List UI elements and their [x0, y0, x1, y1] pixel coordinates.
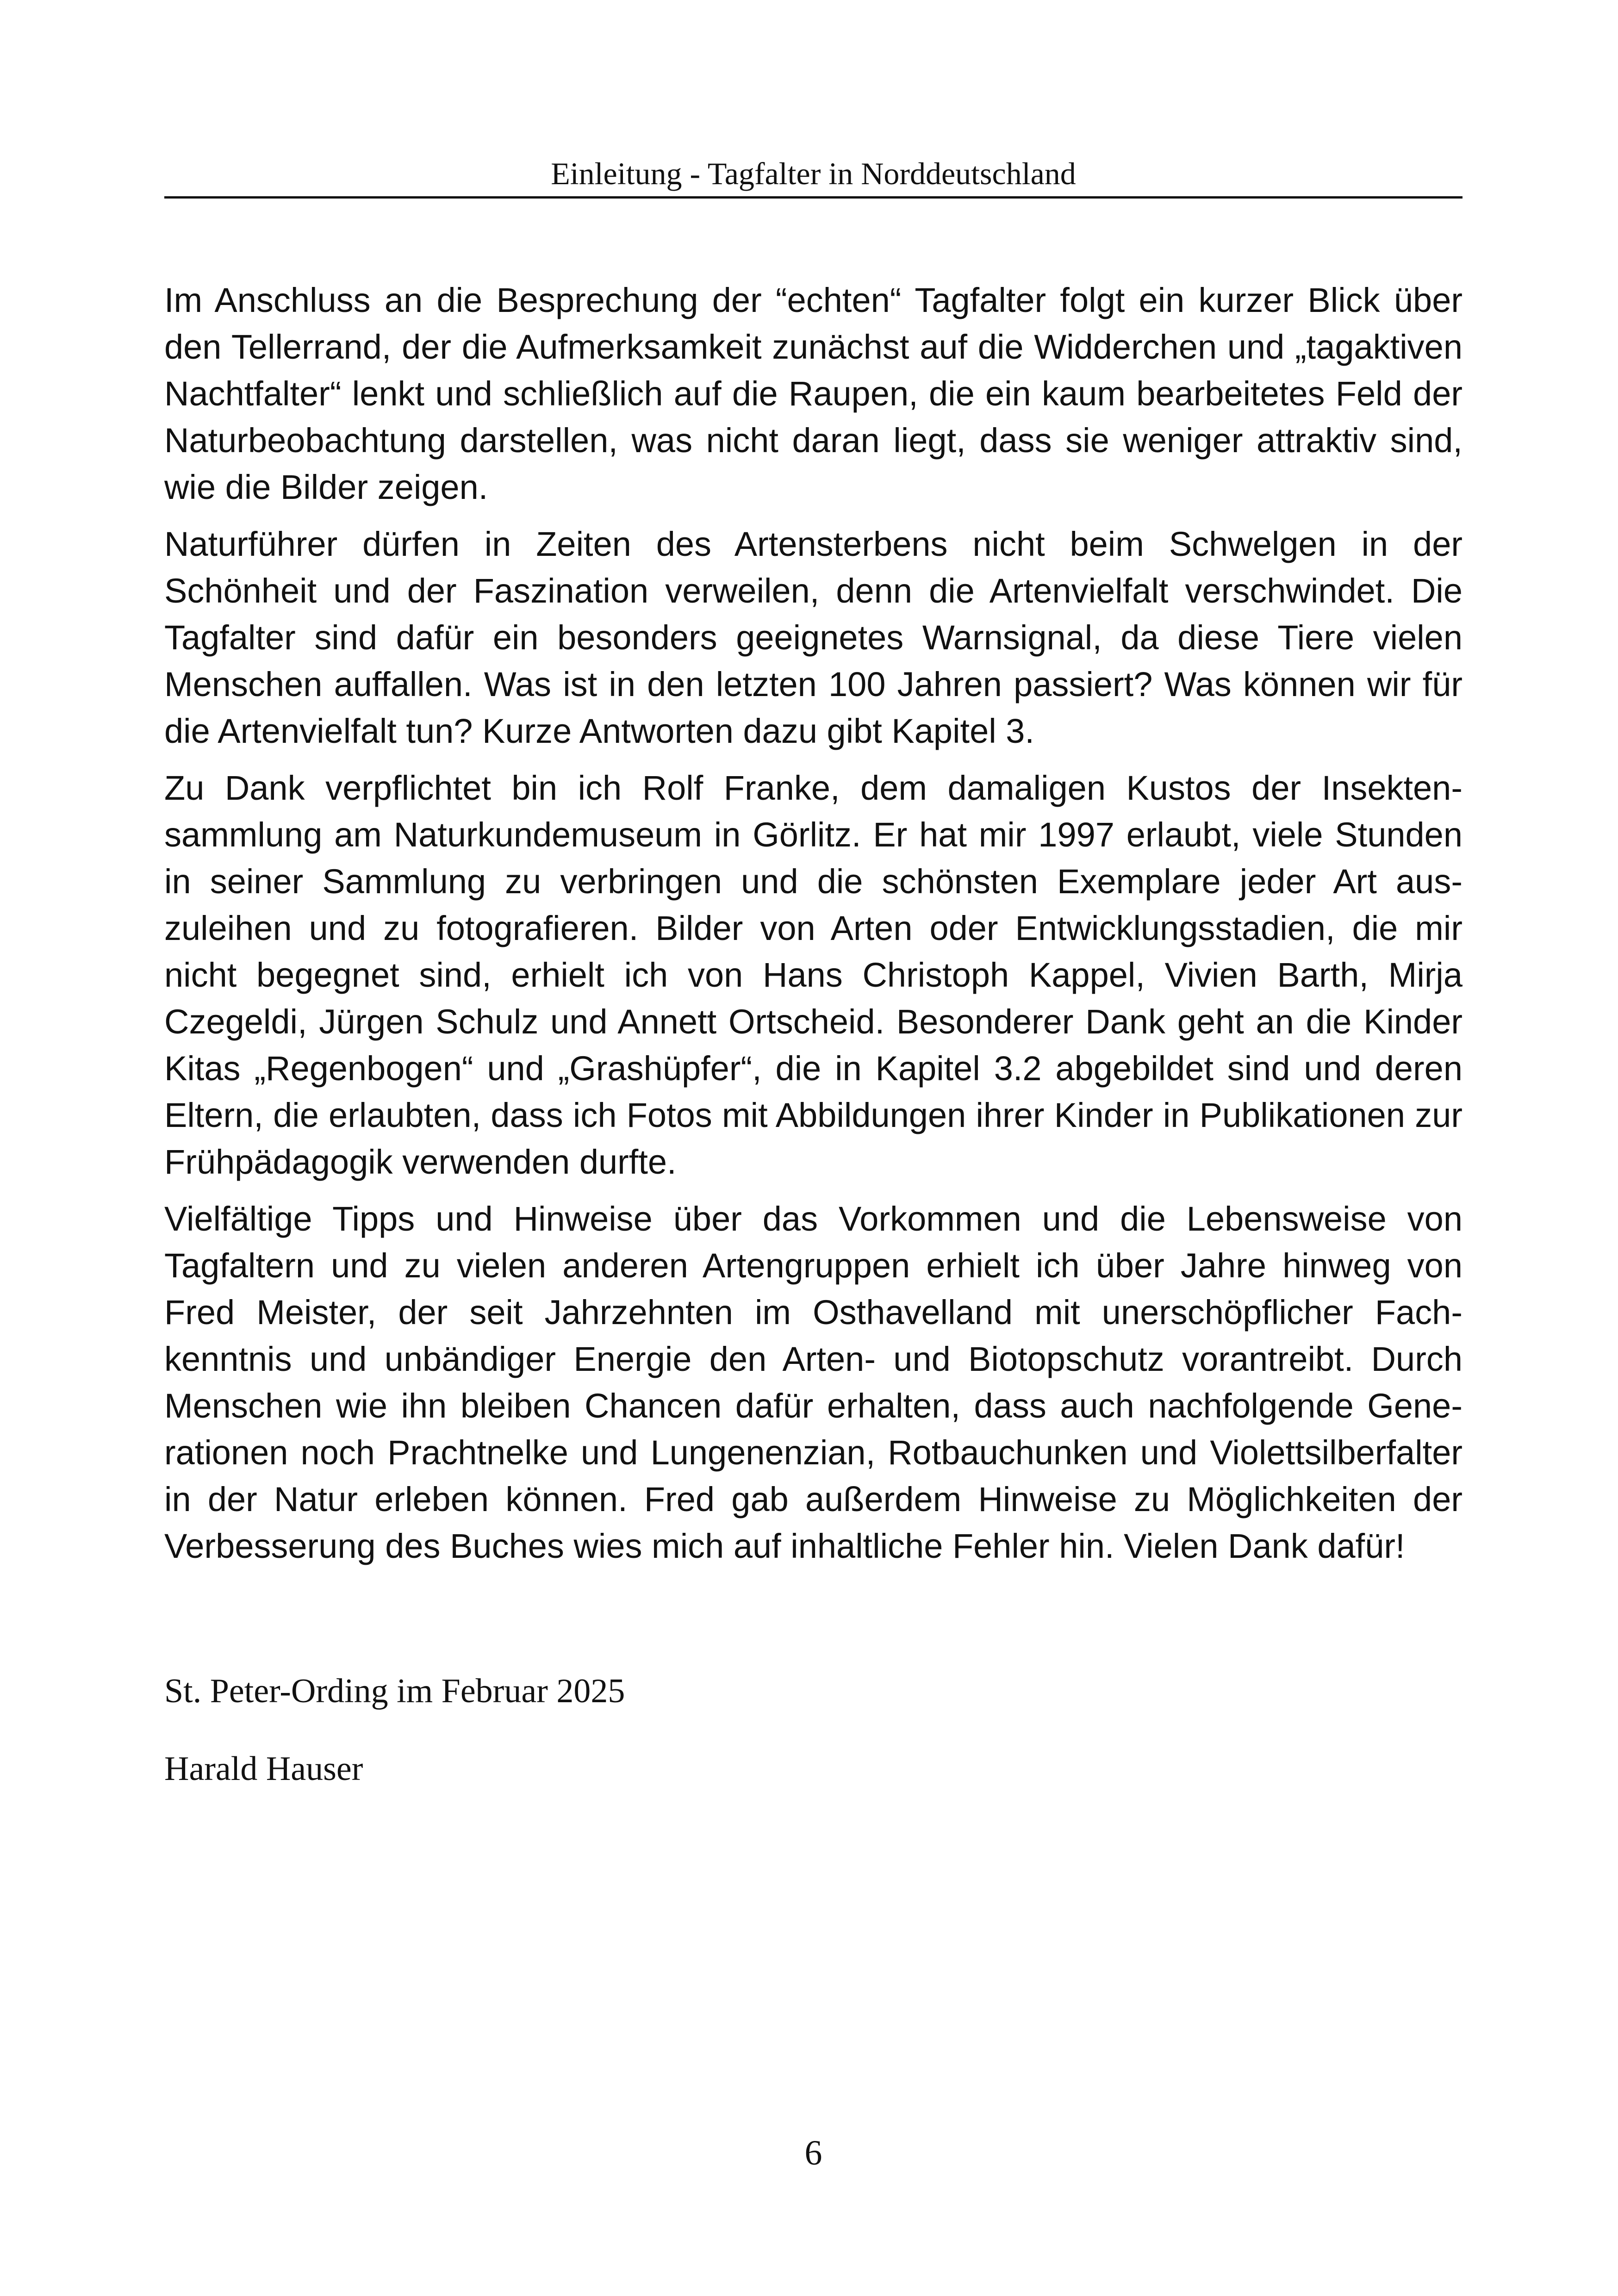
paragraph-3: Zu Dank verpflichtet bin ich Rolf Franke, dem damaligen Kustos der Insektensammlung am Naturkundemuseum in Görlitz. Er hat mir 1997 erlaubt, viele Stunden in seiner Sammlung zu verbringen und die schönsten Exemplare jeder Art auszuleihen und zu fotografieren. Bilder von Arten oder Entwicklungsstadien, die mir nicht begegnet sind, erhielt ich von Hans Christoph Kappel, Vivien Barth, Mirja Czegeldi, Jürgen Schulz und Annett Ortscheid. Besonderer Dank geht an die Kinder Kitas „Regenbogen“ und „Grashüpfer“, die in Kapitel 3.2 abgebildet sind und deren Eltern, die erlaubten, dass ich Fotos mit Abbildungen ihrer Kinder in Publikationen zur Frühpädagogik verwenden durfte.: [164, 769, 1462, 1181]
header-rule: [164, 196, 1462, 199]
author-signature: Harald Hauser: [164, 1750, 363, 1788]
paragraph-4: Vielfältige Tipps und Hinweise über das Vorkommen und die Lebensweise von Tagfaltern und zu vielen anderen Artengruppen erhielt ich über Jahre hinweg von Fred Meister, der seit Jahrzehnten im Osthavelland mit unerschöpflicher Fachkenntnis und unbändiger Energie den Arten- und Biotopschutz vorantreibt. Durch Menschen wie ihn bleiben Chancen dafür erhalten, dass auch nachfolgende Generationen noch Prachtnelke und Lungenenzian, Rotbauchunken und Violettsilberfalter in der Natur erleben können. Fred gab außerdem Hinweise zu Möglichkeiten der Verbesserung des Buches wies mich auf inhaltliche Fehler hin. Vielen Dank dafür!: [164, 1200, 1462, 1565]
body-text: [164, 277, 1462, 1580]
place-date: St. Peter-Ording im Februar 2025: [164, 1672, 625, 1710]
running-header: Einleitung - Tagfalter in Norddeutschland: [551, 156, 1076, 191]
paragraph-2: Naturführer dürfen in Zeiten des Artensterbens nicht beim Schwelgen in der Schönheit und der Faszination verweilen, denn die Artenvielfalt verschwindet. Die Tagfalter sind dafür ein besonders geeignetes Warnsignal, da diese Tiere vielen Menschen auffallen. Was ist in den letzten 100 Jahren passiert? Was können wir für die Artenvielfalt tun? Kurze Antworten dazu gibt Kapitel 3.: [164, 525, 1462, 750]
paragraph-1: Im Anschluss an die Besprechung der “echten“ Tagfalter folgt ein kurzer Blick über den Tellerrand, der die Aufmerksamkeit zunächst auf die Widderchen und „tagaktiven Nachtfalter“ lenkt und schließlich auf die Raupen, die ein kaum bearbeitetes Feld der Naturbeobachtung darstellen, was nicht daran liegt, dass sie weniger attraktiv sind, wie die Bilder zeigen.: [164, 281, 1462, 506]
page-number: 6: [804, 2134, 822, 2172]
